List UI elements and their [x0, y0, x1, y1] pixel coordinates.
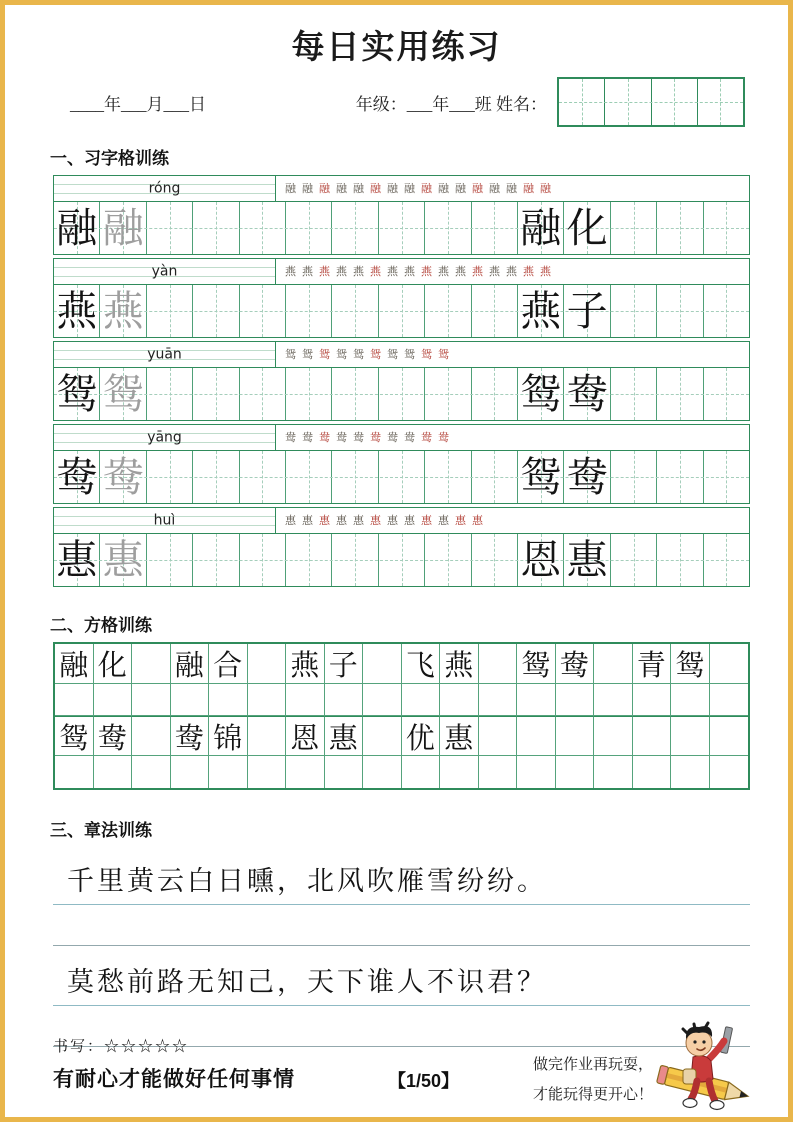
pinyin-box	[54, 259, 276, 284]
practice-character: 燕	[102, 286, 144, 335]
stroke-order-step: 燕	[540, 265, 551, 278]
square-grid-cell: 鸳	[517, 644, 556, 684]
square-grid-cell: 鸯	[556, 644, 595, 684]
practice-character: 鸯	[56, 452, 98, 501]
pinyin-box	[54, 508, 276, 533]
stroke-order-step: 鸯	[421, 431, 432, 444]
name-grid-cell	[605, 79, 651, 125]
stroke-order-step: 惠	[472, 514, 483, 527]
stroke-order-step: 融	[438, 182, 449, 195]
reward-message	[533, 1049, 665, 1109]
square-grid-cell	[710, 684, 749, 716]
practice-character: 鸯	[566, 369, 608, 418]
square-grid-cell	[363, 716, 402, 756]
square-grid-cell: 鸯	[171, 716, 210, 756]
practice-cell	[54, 202, 100, 254]
square-grid-cell: 锦	[209, 716, 248, 756]
stroke-order-step: 融	[353, 182, 364, 195]
stroke-order-step: 燕	[506, 265, 517, 278]
stroke-order-sequence	[276, 176, 749, 201]
square-grid-cell: 惠	[440, 716, 479, 756]
practice-row	[53, 507, 750, 587]
square-grid-cell	[363, 756, 402, 788]
page-number-indicator: 【1/50】	[388, 1071, 460, 1091]
square-grid-cell	[363, 644, 402, 684]
reward-line-1: 做完作业再玩耍，	[533, 1055, 654, 1073]
practice-cell	[564, 534, 610, 586]
stroke-order-step: 燕	[438, 265, 449, 278]
square-grid-cell	[325, 684, 364, 716]
practice-cell	[518, 534, 564, 586]
practice-row	[53, 424, 750, 504]
pinyin-label: yàn	[151, 262, 178, 279]
pinyin-label: yāng	[147, 428, 182, 445]
square-grid-cell	[671, 716, 710, 756]
square-grid-cell	[132, 756, 171, 788]
writing-score-stars	[53, 1035, 189, 1056]
stroke-order-step: 融	[421, 182, 432, 195]
name-writing-grid	[557, 77, 745, 127]
practice-character: 化	[566, 203, 608, 252]
practice-character: 鸯	[102, 452, 144, 501]
square-grid-cell	[132, 716, 171, 756]
practice-character: 鸳	[520, 452, 562, 501]
section-3-label: 三、章法训练	[50, 821, 152, 840]
practice-character: 鸳	[520, 369, 562, 418]
square-grid-cell	[479, 644, 518, 684]
practice-character: 子	[566, 286, 608, 335]
name-grid-cell	[559, 79, 605, 125]
composition-sentence-2: 莫愁前路无知己，天下谁人不识君？	[53, 952, 750, 1006]
square-grid-cell: 子	[325, 644, 364, 684]
practice-cell	[100, 202, 146, 254]
square-grid-cell	[671, 684, 710, 716]
stroke-order-step: 燕	[353, 265, 364, 278]
square-grid-cell	[556, 716, 595, 756]
stroke-order-step: 惠	[438, 514, 449, 527]
square-grid-cell	[286, 684, 325, 716]
practice-cell-row	[54, 202, 749, 254]
practice-cell	[54, 534, 100, 586]
square-grid-cell	[594, 756, 633, 788]
square-grid-cell	[517, 684, 556, 716]
practice-character: 融	[56, 203, 98, 252]
square-grid-cell	[248, 644, 287, 684]
square-grid	[53, 642, 750, 790]
stroke-order-step: 融	[387, 182, 398, 195]
stroke-order-step: 惠	[336, 514, 347, 527]
stroke-order-step: 鸯	[353, 431, 364, 444]
square-grid-cell	[325, 756, 364, 788]
square-grid-cell	[556, 684, 595, 716]
stroke-order-step: 燕	[404, 265, 415, 278]
dashed-midline	[54, 311, 749, 312]
square-grid-cell: 鸳	[55, 716, 94, 756]
stroke-order-step: 惠	[285, 514, 296, 527]
practice-character: 鸳	[56, 369, 98, 418]
practice-cell-row	[54, 285, 749, 337]
stroke-order-step: 鸳	[404, 348, 415, 361]
stroke-order-step: 鸳	[285, 348, 296, 361]
square-grid-cell	[402, 684, 441, 716]
practice-cell	[100, 534, 146, 586]
dashed-midline	[54, 560, 749, 561]
square-grid-cell	[248, 756, 287, 788]
practice-character: 融	[520, 203, 562, 252]
practice-character: 恩	[520, 535, 562, 584]
info-row	[48, 74, 745, 130]
stroke-order-step: 燕	[455, 265, 466, 278]
square-grid-cell	[171, 756, 210, 788]
stroke-order-step: 惠	[387, 514, 398, 527]
square-grid-cell: 合	[209, 644, 248, 684]
stroke-order-step: 鸳	[421, 348, 432, 361]
stroke-order-step: 融	[489, 182, 500, 195]
practice-cell	[564, 202, 610, 254]
writing-blank-line	[53, 945, 750, 946]
stroke-order-step: 融	[540, 182, 551, 195]
square-grid-cell: 化	[94, 644, 133, 684]
section-2-label: 二、方格训练	[50, 616, 152, 635]
practice-cell	[564, 368, 610, 420]
stroke-order-step: 惠	[421, 514, 432, 527]
stroke-order-step: 鸳	[302, 348, 313, 361]
practice-cell-row	[54, 368, 749, 420]
square-grid-cell	[171, 684, 210, 716]
square-grid-cell: 鸯	[94, 716, 133, 756]
practice-rows	[53, 175, 750, 587]
practice-cell	[518, 368, 564, 420]
stroke-order-step: 鸳	[336, 348, 347, 361]
square-grid-cell: 燕	[286, 644, 325, 684]
stroke-order-step: 鸯	[387, 431, 398, 444]
square-grid-cell	[363, 684, 402, 716]
stroke-order-step: 惠	[455, 514, 466, 527]
square-grid-cell	[633, 716, 672, 756]
pinyin-label: yuān	[147, 345, 182, 362]
square-grid-cell: 青	[633, 644, 672, 684]
stroke-order-step: 融	[523, 182, 534, 195]
stroke-order-step: 燕	[370, 265, 381, 278]
square-grid-cell	[710, 644, 749, 684]
practice-character: 燕	[56, 286, 98, 335]
footer-motto: 有耐心才能做好任何事情	[53, 1068, 295, 1091]
square-grid-cell	[517, 716, 556, 756]
square-grid-cell: 燕	[440, 644, 479, 684]
practice-character: 融	[102, 203, 144, 252]
square-grid-cell	[594, 684, 633, 716]
practice-character: 惠	[566, 535, 608, 584]
square-grid-cell	[132, 644, 171, 684]
pinyin-box	[54, 342, 276, 367]
stroke-order-step: 融	[455, 182, 466, 195]
square-grid-cell	[209, 756, 248, 788]
section-1-label: 一、习字格训练	[50, 149, 169, 168]
practice-cell-row	[54, 534, 749, 586]
square-grid-cell	[594, 716, 633, 756]
stroke-order-sequence	[276, 508, 749, 533]
stroke-order-step: 鸯	[370, 431, 381, 444]
practice-cell-row	[54, 451, 749, 503]
stroke-order-step: 惠	[302, 514, 313, 527]
stroke-order-step: 鸳	[353, 348, 364, 361]
stroke-order-step: 燕	[421, 265, 432, 278]
practice-character: 燕	[520, 286, 562, 335]
practice-cell	[564, 285, 610, 337]
square-grid-cell	[556, 756, 595, 788]
practice-row-header	[54, 508, 749, 534]
square-grid-cell: 惠	[325, 716, 364, 756]
square-grid-cell	[248, 684, 287, 716]
stroke-order-step: 鸯	[302, 431, 313, 444]
stroke-order-step: 鸯	[404, 431, 415, 444]
dashed-midline	[54, 394, 749, 395]
practice-cell	[100, 368, 146, 420]
stroke-order-step: 惠	[404, 514, 415, 527]
practice-cell	[518, 285, 564, 337]
square-grid-cell	[479, 684, 518, 716]
stroke-order-step: 惠	[319, 514, 330, 527]
grade-name-fill-line: 年级：___年___班 姓名：	[355, 94, 547, 114]
stroke-order-step: 融	[319, 182, 330, 195]
page-title: 每日实用练习	[291, 28, 502, 65]
square-grid-cell	[594, 644, 633, 684]
name-grid-cell	[652, 79, 698, 125]
practice-character: 鸯	[566, 452, 608, 501]
practice-row-header	[54, 425, 749, 451]
stroke-order-step: 融	[302, 182, 313, 195]
stroke-order-step: 鸯	[285, 431, 296, 444]
stroke-order-sequence	[276, 259, 749, 284]
square-grid-cell	[286, 756, 325, 788]
pinyin-label: róng	[148, 179, 181, 196]
stroke-order-step: 鸯	[319, 431, 330, 444]
practice-cell	[518, 202, 564, 254]
stroke-order-step: 融	[506, 182, 517, 195]
square-grid-cell	[440, 756, 479, 788]
square-grid-cell: 恩	[286, 716, 325, 756]
square-grid-cell: 融	[55, 644, 94, 684]
practice-row-header	[54, 342, 749, 368]
stroke-order-step: 鸯	[336, 431, 347, 444]
stroke-order-step: 鸳	[319, 348, 330, 361]
practice-row	[53, 258, 750, 338]
stroke-order-step: 鸳	[387, 348, 398, 361]
practice-cell	[54, 285, 100, 337]
square-grid-cell: 飞	[402, 644, 441, 684]
practice-character: 惠	[102, 535, 144, 584]
square-grid-cell	[55, 756, 94, 788]
stroke-order-step: 融	[370, 182, 381, 195]
practice-character: 惠	[56, 535, 98, 584]
square-grid-cell	[633, 684, 672, 716]
stroke-order-step: 燕	[472, 265, 483, 278]
star-icons: ☆☆☆☆☆	[104, 1037, 190, 1055]
stroke-order-step: 惠	[353, 514, 364, 527]
square-grid-cell	[710, 756, 749, 788]
practice-cell	[54, 368, 100, 420]
square-grid-cell	[248, 716, 287, 756]
stroke-order-sequence	[276, 342, 749, 367]
stroke-order-step: 燕	[285, 265, 296, 278]
square-grid-cell: 鸳	[671, 644, 710, 684]
square-grid-cell	[479, 756, 518, 788]
stroke-order-step: 鸯	[438, 431, 449, 444]
square-grid-cell	[94, 756, 133, 788]
stars-label: 书写：	[53, 1037, 105, 1055]
practice-cell	[100, 285, 146, 337]
stroke-order-step: 燕	[302, 265, 313, 278]
dashed-midline	[54, 477, 749, 478]
practice-cell	[564, 451, 610, 503]
stroke-order-step: 惠	[370, 514, 381, 527]
pinyin-box	[54, 425, 276, 450]
practice-row	[53, 175, 750, 255]
square-grid-cell: 融	[171, 644, 210, 684]
stroke-order-step: 鸳	[438, 348, 449, 361]
square-grid-cell	[402, 756, 441, 788]
reward-line-2: 才能玩得更开心！	[533, 1085, 654, 1103]
square-grid-cell	[94, 684, 133, 716]
stroke-order-sequence	[276, 425, 749, 450]
stroke-order-step: 燕	[336, 265, 347, 278]
stroke-order-step: 融	[472, 182, 483, 195]
square-grid-cell	[710, 716, 749, 756]
practice-row-header	[54, 176, 749, 202]
practice-character: 鸳	[102, 369, 144, 418]
stroke-order-step: 鸳	[370, 348, 381, 361]
composition-sentence-1: 千里黄云白日曛，北风吹雁雪纷纷。	[53, 851, 750, 905]
date-fill-line: ____年___月___日	[70, 94, 206, 114]
square-grid-cell	[633, 756, 672, 788]
square-grid-cell	[671, 756, 710, 788]
square-grid-cell	[132, 684, 171, 716]
square-grid-cell	[55, 684, 94, 716]
stroke-order-step: 燕	[523, 265, 534, 278]
stroke-order-step: 燕	[319, 265, 330, 278]
square-grid-cell	[517, 756, 556, 788]
practice-row-header	[54, 259, 749, 285]
stroke-order-step: 融	[285, 182, 296, 195]
pinyin-box	[54, 176, 276, 201]
dashed-midline	[54, 228, 749, 229]
pinyin-label: huì	[153, 511, 176, 528]
square-grid-cell	[440, 684, 479, 716]
name-grid-cell	[698, 79, 743, 125]
practice-cell	[518, 451, 564, 503]
stroke-order-step: 燕	[387, 265, 398, 278]
square-grid-cell	[209, 684, 248, 716]
square-grid-cell	[479, 716, 518, 756]
stroke-order-step: 融	[336, 182, 347, 195]
stroke-order-step: 燕	[489, 265, 500, 278]
mascot-boy-on-pencil-illustration	[653, 1021, 761, 1122]
square-grid-cell: 优	[402, 716, 441, 756]
practice-cell	[100, 451, 146, 503]
stroke-order-step: 融	[404, 182, 415, 195]
practice-row	[53, 341, 750, 421]
practice-cell	[54, 451, 100, 503]
